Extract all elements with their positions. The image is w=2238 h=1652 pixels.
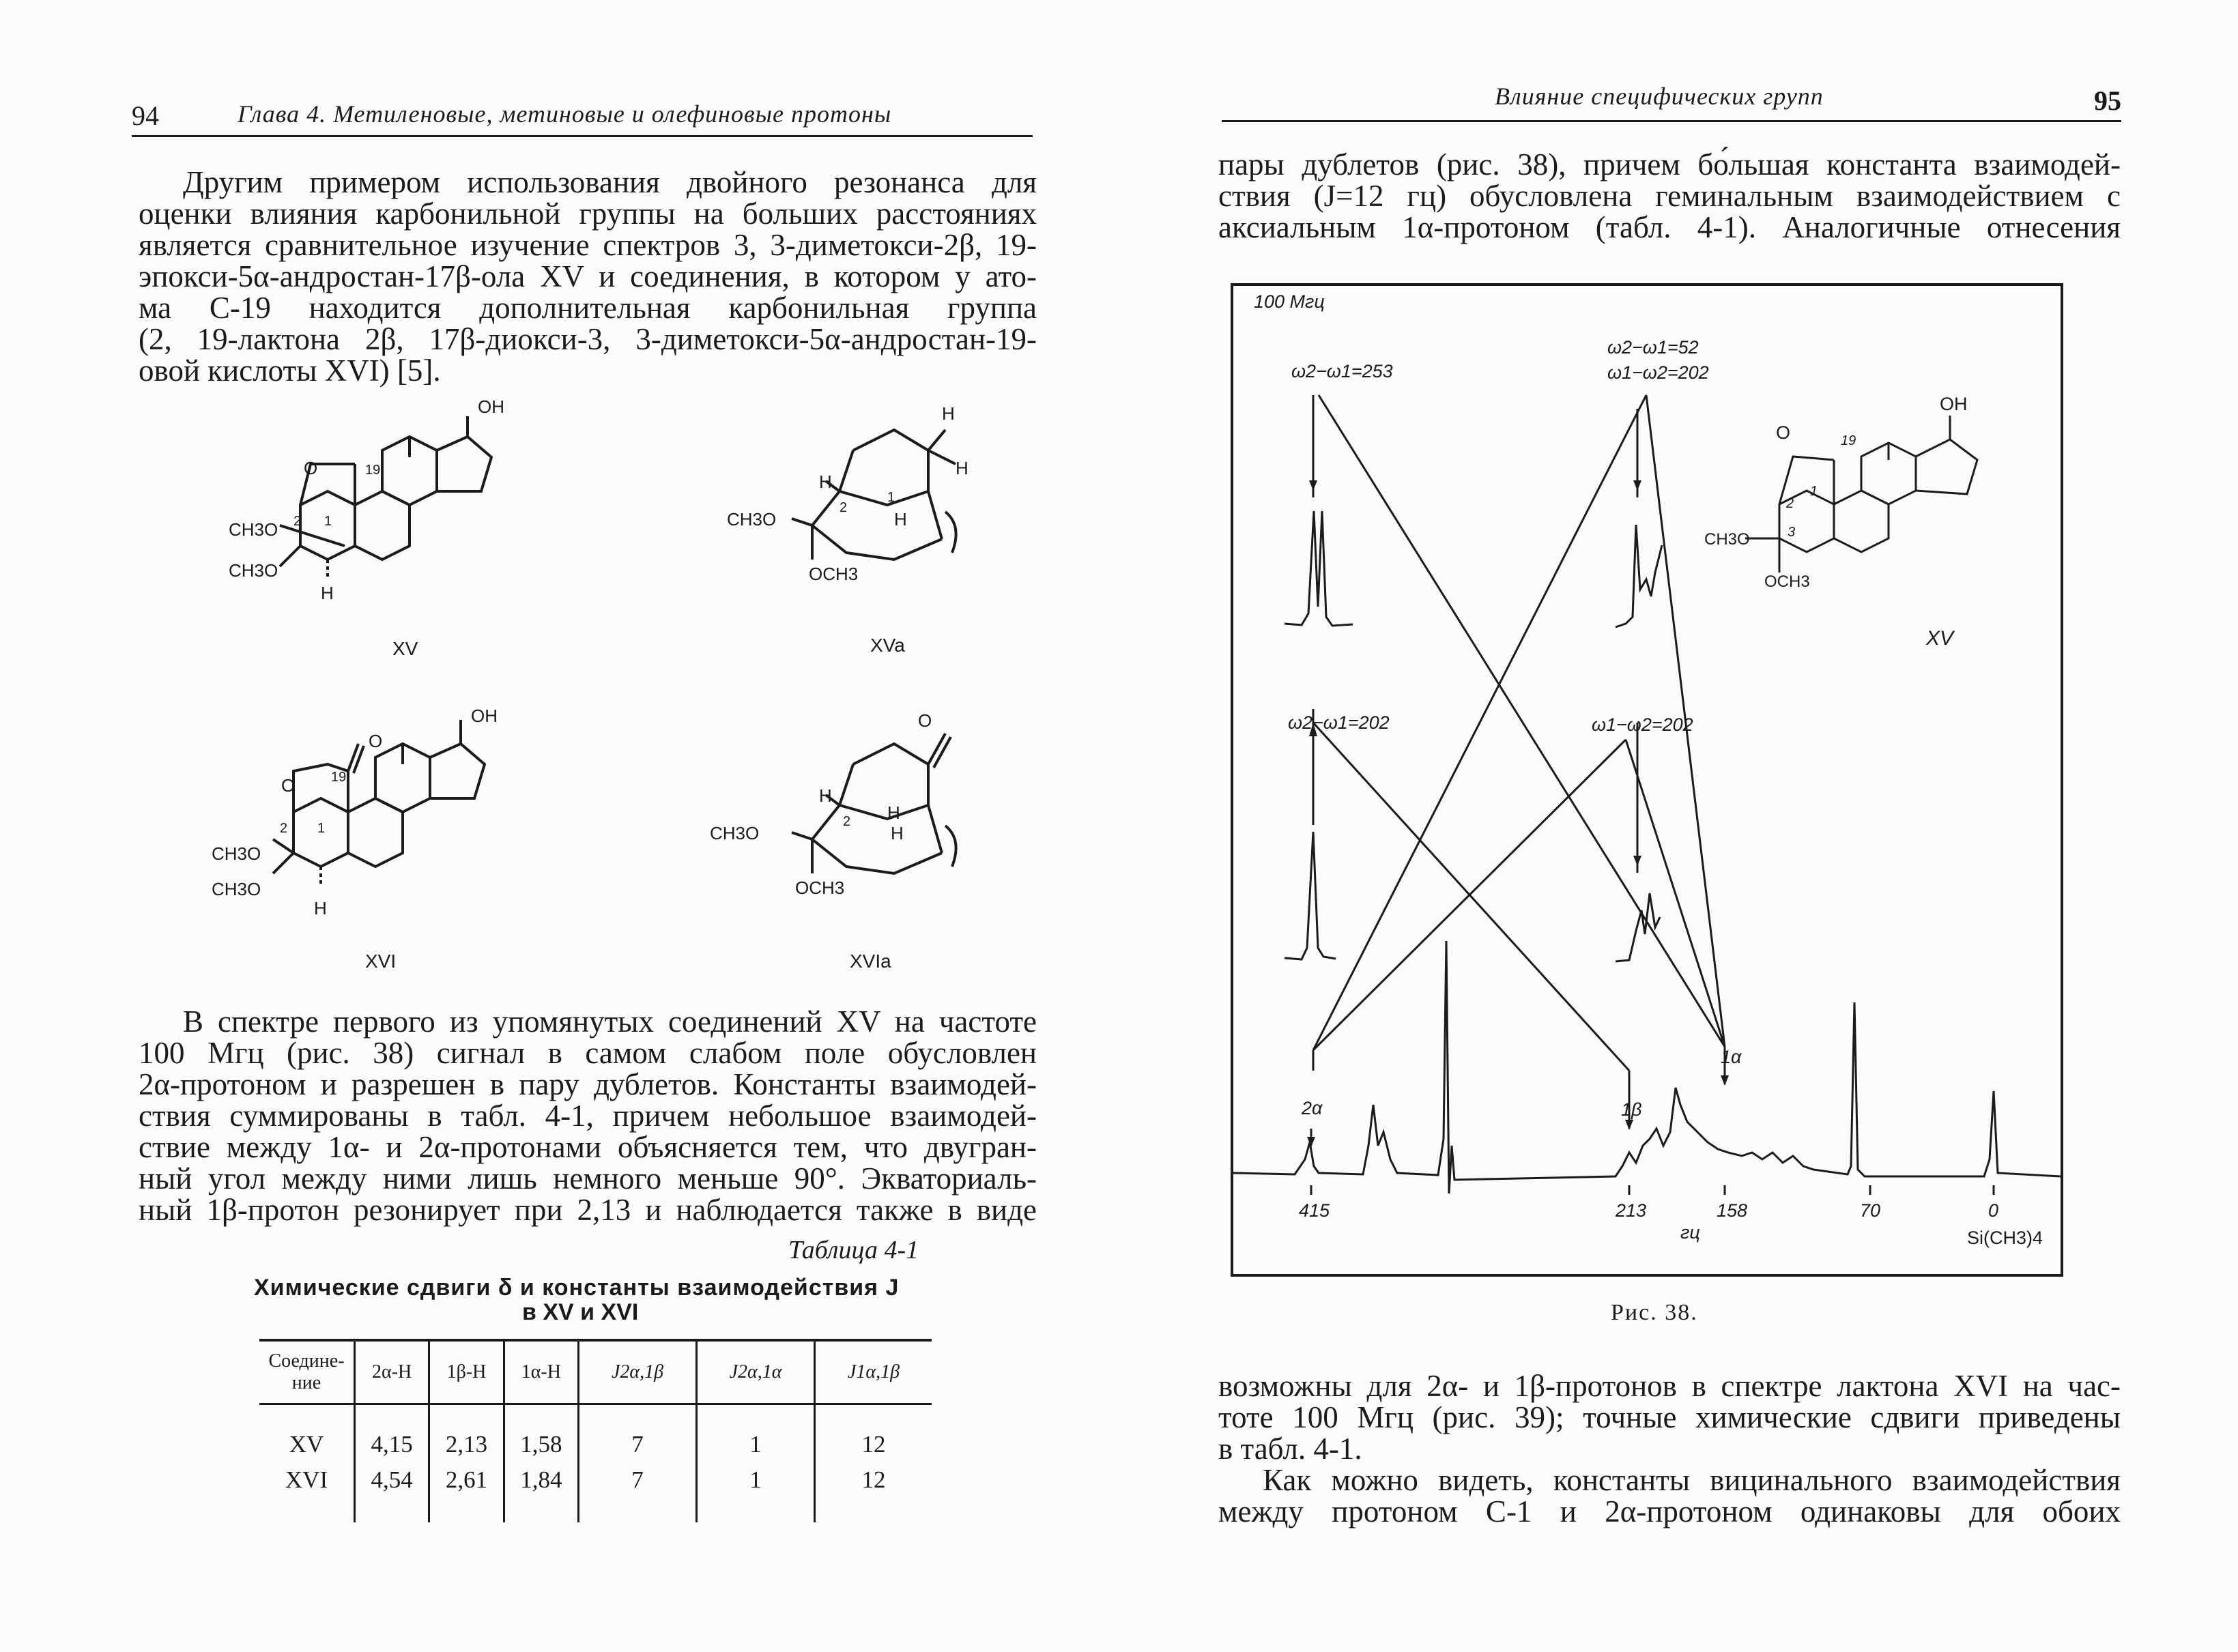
mol-1: 1 (1810, 484, 1818, 499)
table-header: J1α,1β (815, 1340, 932, 1404)
text-line: Как можно видеть, константы вицинального взаимодействия (1263, 1463, 2121, 1497)
xva-2: 2 (840, 500, 848, 515)
xvi-label: XVI (365, 951, 397, 972)
xvia-h-left: H (819, 785, 832, 806)
figure-caption: Рис. 38. (1611, 1300, 1698, 1325)
table-cell: XVI (285, 1466, 328, 1493)
xvia-o: O (918, 710, 932, 731)
table-cell: 1,58 (504, 1404, 578, 1463)
mol-3: 3 (1788, 525, 1796, 540)
annotation-202b: ω2−ω1=202 (1288, 712, 1390, 733)
text-line: ствие между 1α- и 2α-протонами объясняется тем, что двугран- (139, 1130, 1037, 1164)
right-paragraph-1 (1218, 149, 2121, 243)
left-page-number: 94 (132, 100, 159, 131)
mol-2: 2 (1786, 496, 1794, 511)
text-line: ма С-19 находится дополнительная карбонильная группа (139, 291, 1037, 325)
annotation-202a: ω1−ω2=202 (1607, 362, 1709, 383)
text-line: оценки влияния карбонильной группы на больших расстояниях (139, 197, 1037, 231)
peak-label-2a: 2α (1302, 1098, 1323, 1118)
text-line: овой кислоты XVI) [5]. (139, 353, 441, 388)
structure-xvia (792, 734, 956, 873)
text-line: ствия суммированы в табл. 4-1, причем небольшое взаимодей- (139, 1099, 1037, 1133)
peak-label-1a: 1α (1721, 1047, 1742, 1067)
table-row (259, 1462, 932, 1522)
axis-unit: гц (1680, 1222, 1700, 1243)
spectrum-figure (1231, 283, 2063, 1277)
spectrum-trace (1233, 941, 2061, 1193)
text-line: (2, 19-лактона 2β, 17β-диокси-3, 3-диметокси-5α-андростан-19- (139, 322, 1037, 356)
xvi-h: H (314, 898, 327, 918)
table-4-1 (259, 1339, 932, 1522)
xvia-h-mid: H (891, 823, 904, 843)
xva-h-right: H (956, 458, 969, 478)
left-running-head: Глава 4. Метиленовые, метиновые и олефиновые протоны (238, 100, 892, 128)
table-row (259, 1404, 932, 1463)
table-cell: 12 (815, 1462, 932, 1522)
table-header: 1α-H (504, 1340, 578, 1404)
xvi-carbonyl-o: O (369, 731, 383, 751)
table-cell: 12 (815, 1404, 932, 1463)
text-line: возможны для 2α- и 1β-протонов в спектре лактона XVI на час- (1218, 1369, 2121, 1403)
right-paragraph-3 (1218, 1464, 2121, 1527)
xvia-label: XVIa (850, 951, 891, 972)
mol-o: O (1776, 422, 1791, 443)
xvi-1: 1 (317, 821, 326, 836)
table-cell: 7 (579, 1404, 697, 1463)
xv-ch3o-1: CH3O (229, 519, 278, 540)
table-cell: 1 (697, 1404, 815, 1463)
mol-oh: OH (1940, 394, 1968, 414)
xva-1: 1 (887, 490, 895, 505)
spectrum-svg (1233, 286, 2061, 1274)
mol-ch3o: CH3O (1704, 530, 1750, 549)
table-header: 2α-H (355, 1340, 429, 1404)
text-line: аксиальным 1α-протоном (табл. 4-1). Аналогичные отнесения (1218, 210, 2121, 244)
xva-label: XVa (870, 635, 905, 656)
left-paragraph-2 (139, 1006, 1037, 1226)
annotation-253: ω2−ω1=253 (1291, 361, 1393, 381)
table-cell: 4,54 (355, 1462, 429, 1522)
xva-h-left: H (819, 472, 832, 492)
xvi-ch3o-2: CH3O (212, 879, 261, 899)
right-page-number: 95 (2094, 85, 2121, 116)
tms-label: Si(CH3)4 (1967, 1228, 2043, 1248)
table-title-line1: Химические сдвиги δ и константы взаимодействия J (254, 1275, 900, 1301)
text-line: эпокси-5α-андростан-17β-ола XV и соединения, в котором у ато- (139, 259, 1037, 293)
axis-label-158: 158 (1717, 1200, 1748, 1221)
xvia-ch3o: CH3O (710, 823, 760, 843)
table-label: Таблица 4-1 (788, 1236, 919, 1264)
xv-oh: OH (478, 396, 504, 417)
structure-xv (280, 416, 491, 580)
axis-label-0: 0 (1988, 1200, 1999, 1221)
text-line: тоте 100 Мгц (рис. 39); точные химические сдвиги приведены (1218, 1400, 2121, 1434)
left-header-rule (132, 135, 1033, 137)
table-header: 1β-H (429, 1340, 504, 1404)
text-line: между протоном С-1 и 2α-протоном одинаковы для обоих (1218, 1494, 2121, 1528)
text-line: пары дублетов (рис. 38), причем бо́льшая константа взаимодей- (1218, 147, 2121, 182)
structure-xva (792, 430, 956, 560)
annotation-202c: ω1−ω2=202 (1592, 714, 1693, 735)
annotation-52: ω2−ω1=52 (1607, 337, 1699, 358)
left-paragraph-1 (139, 166, 1037, 386)
xvi-o: O (281, 775, 296, 796)
table-header: J2α,1β (579, 1340, 697, 1404)
xva-h-mid: H (894, 509, 907, 530)
xv-1: 1 (324, 514, 332, 529)
table-cell: 2,13 (429, 1404, 504, 1463)
right-running-head: Влияние специфических групп (1495, 83, 1824, 110)
table-header: J2α,1α (697, 1340, 815, 1404)
table-header: Соедине-ние (268, 1350, 345, 1393)
xva-h-top: H (942, 403, 955, 424)
text-line: ный 1β-протон резонирует при 2,13 и наблюдается также в виде (139, 1193, 1037, 1227)
text-line: В спектре первого из упомянутых соединений XV на частоте (183, 1004, 1037, 1039)
table-cell: 1,84 (504, 1462, 578, 1522)
table-cell: 2,61 (429, 1462, 504, 1522)
xv-h: H (321, 583, 334, 603)
axis-label-213: 213 (1616, 1200, 1647, 1221)
xvia-och3: OCH3 (795, 878, 845, 898)
freq-label: 100 Мгц (1254, 291, 1325, 312)
xvi-19: 19 (331, 770, 347, 785)
text-line: является сравнительное изучение спектров 3, 3-диметокси-2β, 19- (139, 228, 1037, 262)
xv-19: 19 (365, 463, 381, 478)
peak-label-1b: 1β (1621, 1099, 1642, 1120)
structures-figure (205, 389, 990, 989)
xva-ch3o: CH3O (727, 509, 777, 530)
right-header-rule (1222, 120, 2121, 122)
table-cell: XV (289, 1431, 324, 1458)
xv-o: O (304, 458, 318, 478)
mol-och3: OCH3 (1764, 573, 1810, 591)
table-title-line2: в XV и XVI (522, 1299, 639, 1325)
xvi-oh: OH (471, 706, 498, 726)
xv-ch3o-2: CH3O (229, 560, 278, 581)
xvi-ch3o-1: CH3O (212, 843, 261, 864)
text-line: в табл. 4-1. (1218, 1432, 1362, 1466)
xva-och3: OCH3 (809, 564, 859, 584)
table-cell: 4,15 (355, 1404, 429, 1463)
text-line: 100 Мгц (рис. 38) сигнал в самом слабом поле обусловлен (139, 1036, 1037, 1070)
xvi-2: 2 (280, 821, 288, 836)
table-cell: 1 (697, 1462, 815, 1522)
axis-label-415: 415 (1299, 1200, 1330, 1221)
text-line: Другим примером использования двойного резонанса для (183, 165, 1037, 199)
xv-label: XV (392, 638, 418, 659)
table-cell: 7 (579, 1462, 697, 1522)
text-line: ный угол между ними лишь немного меньше 90°. Экваториаль- (139, 1161, 1037, 1195)
text-line: ствия (J=12 гц) обусловлена геминальным взаимодействием с (1218, 179, 2121, 213)
axis-label-70: 70 (1860, 1200, 1881, 1221)
xvia-h-right: H (887, 802, 900, 823)
mol-19: 19 (1841, 433, 1856, 448)
text-line: 2α-протоном и разрешен в пару дублетов. Константы взаимодей- (139, 1067, 1037, 1101)
xvia-2: 2 (843, 814, 851, 829)
xv-2: 2 (293, 514, 302, 529)
right-paragraph-2 (1218, 1370, 2121, 1464)
compound-label: XV (1926, 627, 1954, 650)
